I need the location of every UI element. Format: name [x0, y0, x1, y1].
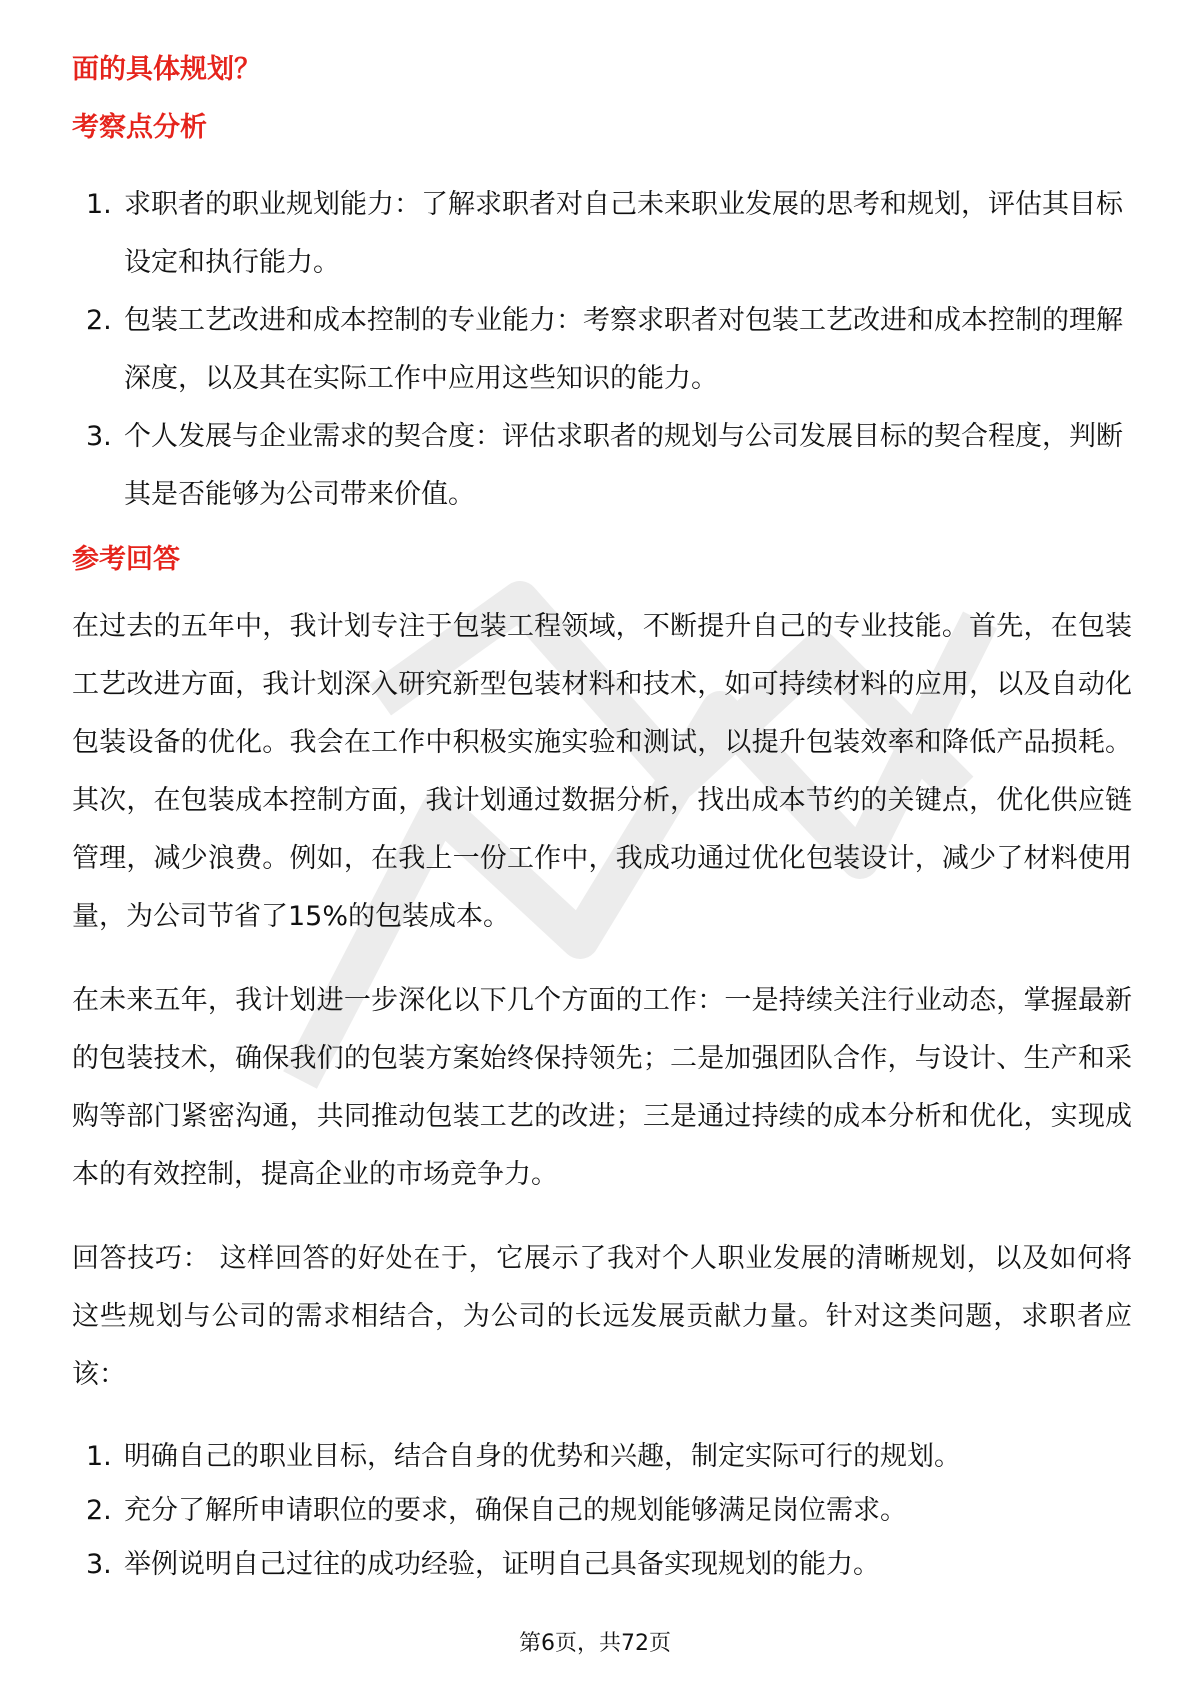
- analysis-item-text: 包装工艺改进和成本控制的专业能力：考察求职者对包装工艺改进和成本控制的理解深度，以及其在实际工作中应用这些知识的能力。: [124, 305, 1123, 394]
- analysis-item: [72, 176, 1132, 292]
- tip-item-text: 充分了解所申请职位的要求，确保自己的规划能够满足岗位需求。: [124, 1495, 907, 1526]
- list-number: 2.: [86, 1495, 112, 1526]
- question-title-tail: 面的具体规划？: [72, 54, 261, 85]
- analysis-list: [72, 176, 1132, 524]
- list-number: 2.: [86, 305, 112, 336]
- list-number: 1.: [86, 189, 112, 220]
- answer-paragraph: 在未来五年，我计划进一步深化以下几个方面的工作：一是持续关注行业动态，掌握最新的包装技术，确保我们的包装方案始终保持领先；二是加强团队合作，与设计、生产和采购等部门紧密沟通，共同推动包装工艺的改进；三是通过持续的成本分析和优化，实现成本的有效控制，提高企业的市场竞争力。: [72, 985, 1132, 1190]
- analysis-item: [72, 408, 1132, 524]
- tip-item-text: 举例说明自己过往的成功经验，证明自己具备实现规划的能力。: [124, 1549, 880, 1580]
- tips-list: [72, 1430, 1132, 1592]
- page-number: 第6页，共72页: [519, 1631, 671, 1656]
- tip-item: [72, 1484, 1132, 1538]
- answer-paragraph: 在过去的五年中，我计划专注于包装工程领域，不断提升自己的专业技能。首先，在包装工艺改进方面，我计划深入研究新型包装材料和技术，如可持续材料的应用，以及自动化包装设备的优化。我会在工作中积极实施实验和测试，以提升包装效率和降低产品损耗。其次，在包装成本控制方面，我计划通过数据分析，找出成本节约的关键点，优化供应链管理，减少浪费。例如，在我上一份工作中，我成功通过优化包装设计，减少了材料使用量，为公司节省了15%的包装成本。: [72, 611, 1132, 932]
- answer-heading: 参考回答: [72, 544, 180, 575]
- tip-item: [72, 1430, 1132, 1484]
- tips-paragraph: 回答技巧： 这样回答的好处在于，它展示了我对个人职业发展的清晰规划，以及如何将这些规划与公司的需求相结合，为公司的长远发展贡献力量。针对这类问题，求职者应该：: [72, 1243, 1132, 1390]
- analysis-item-text: 求职者的职业规划能力：了解求职者对自己未来职业发展的思考和规划，评估其目标设定和执行能力。: [124, 189, 1123, 278]
- list-number: 3.: [86, 1549, 112, 1580]
- analysis-item-text: 个人发展与企业需求的契合度：评估求职者的规划与公司发展目标的契合程度，判断其是否能够为公司带来价值。: [124, 421, 1123, 510]
- page-content: [72, 48, 1132, 1592]
- analysis-heading: 考察点分析: [72, 112, 207, 143]
- tip-item: [72, 1538, 1132, 1592]
- list-number: 1.: [86, 1441, 112, 1472]
- tip-item-text: 明确自己的职业目标，结合自身的优势和兴趣，制定实际可行的规划。: [124, 1441, 961, 1472]
- list-number: 3.: [86, 421, 112, 452]
- analysis-item: [72, 292, 1132, 408]
